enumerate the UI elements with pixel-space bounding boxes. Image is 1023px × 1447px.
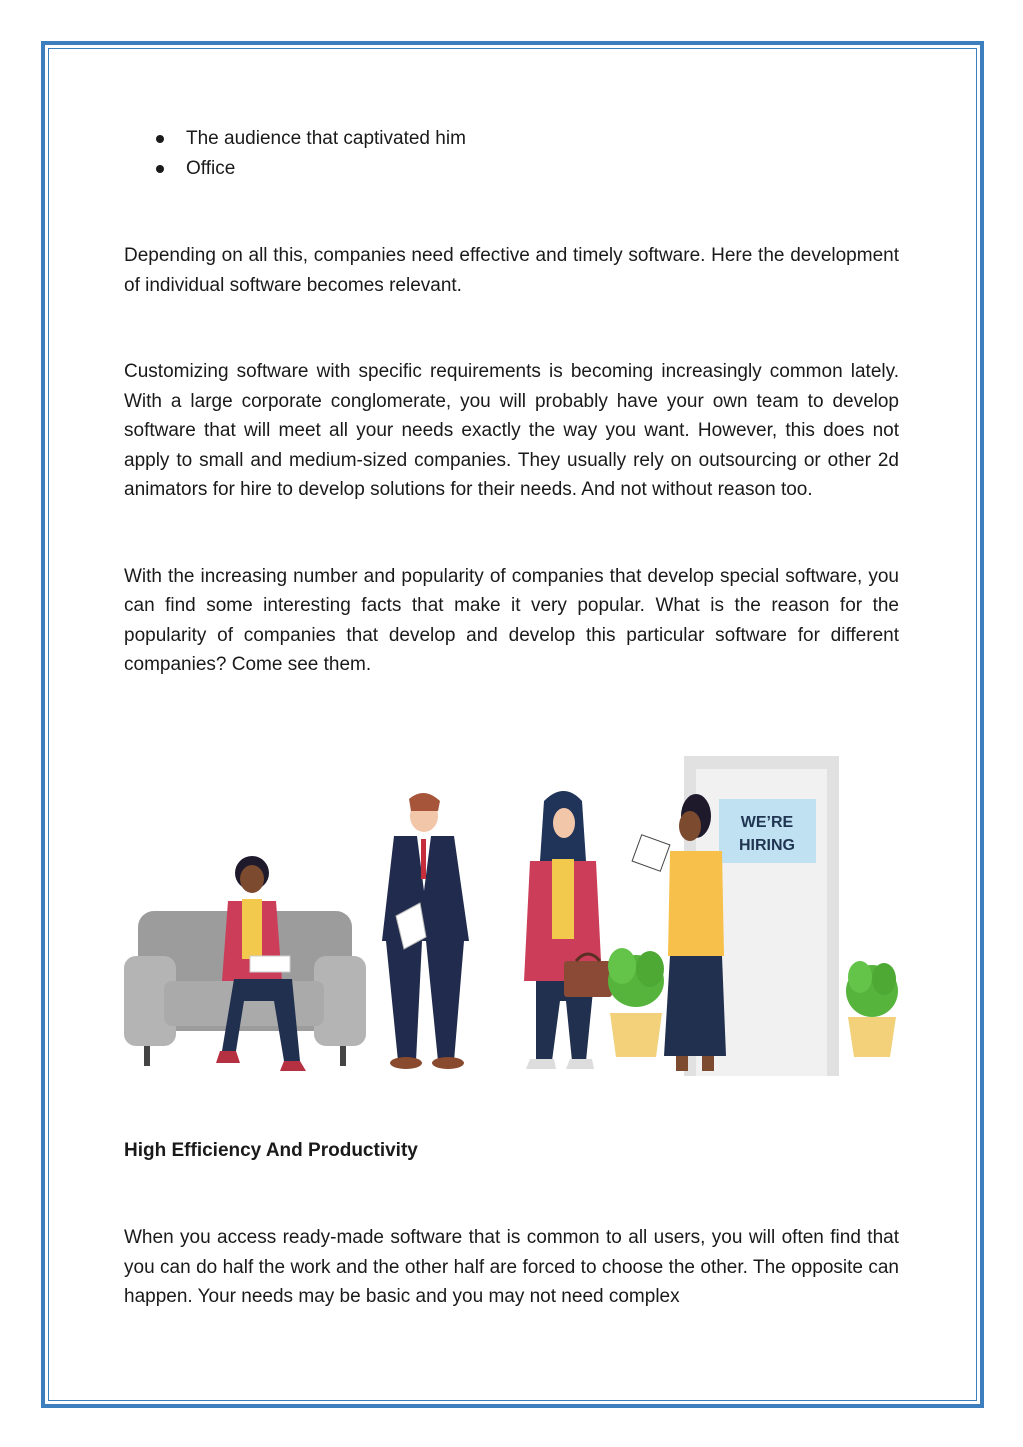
plant-right [846, 961, 898, 1057]
document-body [124, 124, 899, 1312]
list-item-text: Office [186, 158, 236, 179]
paragraph: When you access ready-made software that is common to all users, you will often find that you can do half the work and the other half are forced to choose the other. The opposite can happen. Your needs may be basic and you may not need complex [124, 1227, 899, 1307]
list-item-text: The audience that captivated him [186, 128, 466, 149]
bullet-list [124, 124, 899, 184]
paragraph: With the increasing number and popularity of companies that develop special software, you can find some interesting facts that make it very popular. What is the reason for the popularity of companies that develop and develop this particular software for different companies? Come see them. [124, 565, 899, 675]
paragraph: Customizing software with specific requirements is becoming increasingly common lately. With a large corporate conglomerate, you will probably have your own team to develop software that will meet all your needs exactly the way you want. However, this does not apply to small and medium-sized companies. They usually rely on outsourcing or other 2d animators for hire to develop solutions for their needs. And not without reason too. [124, 361, 899, 500]
sign-text-line2: HIRING [739, 836, 795, 854]
section-heading: High Efficiency And Productivity [124, 1139, 418, 1161]
hiring-illustration [124, 751, 899, 1076]
list-item [124, 124, 899, 154]
list-item [124, 154, 899, 184]
bag [564, 961, 612, 997]
paragraph: Depending on all this, companies need effective and timely software. Here the development of individual software becomes relevant. [124, 245, 899, 296]
bullet-icon [156, 135, 164, 143]
sign-text-line1: WE’RE [740, 813, 794, 831]
bullet-icon [156, 165, 164, 173]
